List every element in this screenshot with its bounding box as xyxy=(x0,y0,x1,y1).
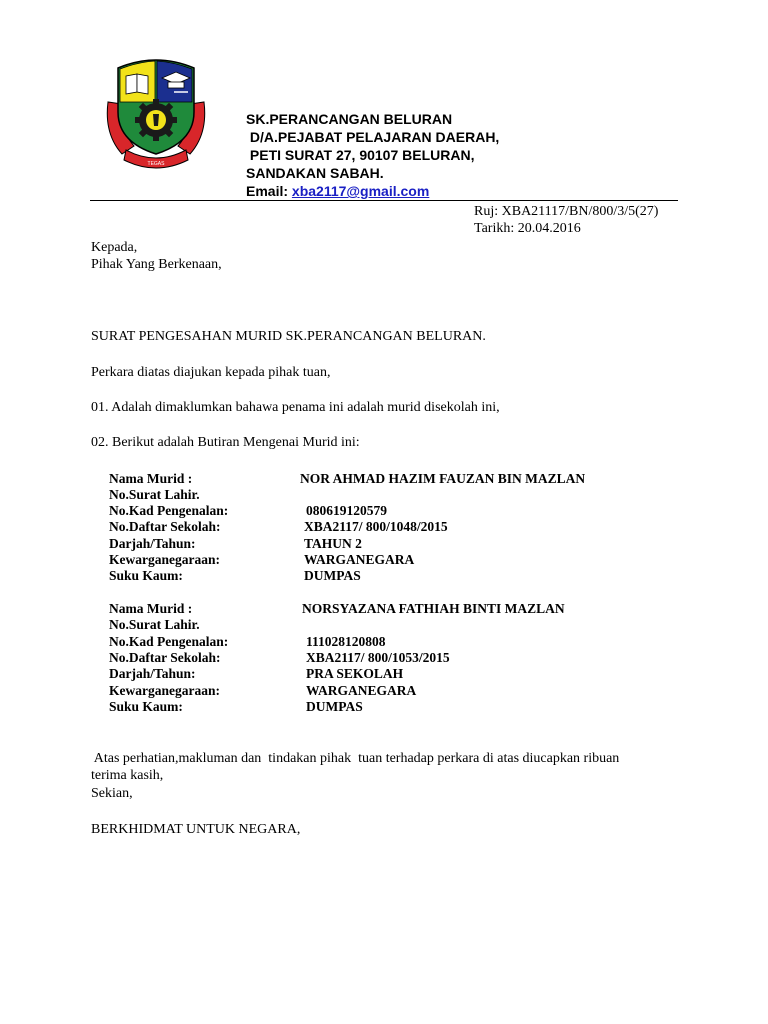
student-2-value-ic: 111028120808 xyxy=(306,634,386,649)
thanks-line-2: terima kasih, xyxy=(91,768,164,783)
student-1-value-ethnicity: DUMPAS xyxy=(304,568,361,583)
school-crest-logo xyxy=(104,54,208,172)
student-2-value-name: NORSYAZANA FATHIAH BINTI MAZLAN xyxy=(302,601,565,616)
school-name: SK.PERANCANGAN BELURAN xyxy=(246,111,453,127)
student-1-label-ethnicity: Suku Kaum: xyxy=(109,568,183,583)
salutation-to: Kepada, xyxy=(91,240,138,255)
student-2-value-ethnicity: DUMPAS xyxy=(306,699,363,714)
student-2-label-reg: No.Daftar Sekolah: xyxy=(109,650,221,665)
student-1-label-class: Darjah/Tahun: xyxy=(109,536,196,551)
student-2-label-ic: No.Kad Pengenalan: xyxy=(109,634,229,649)
student-1-value-ic: 080619120579 xyxy=(306,503,387,518)
header-divider xyxy=(90,200,678,201)
reference-number: Ruj: XBA21117/BN/800/3/5(27) xyxy=(474,204,659,219)
sign-off: Sekian, xyxy=(91,786,133,801)
intro-paragraph: Perkara diatas diajukan kepada pihak tuan, xyxy=(91,365,331,380)
student-2-label-citizenship: Kewarganegaraan: xyxy=(109,683,220,698)
email-link[interactable]: xba2117@gmail.com xyxy=(291,183,430,199)
student-2-label-class: Darjah/Tahun: xyxy=(109,666,196,681)
student-1-value-class: TAHUN 2 xyxy=(304,536,362,551)
student-2-label-birth-cert: No.Surat Lahir. xyxy=(109,617,200,632)
student-2-label-name: Nama Murid : xyxy=(109,601,193,616)
paragraph-02: 02. Berikut adalah Butiran Mengenai Murid ini: xyxy=(91,435,360,450)
email-line xyxy=(246,183,429,199)
student-1-label-name: Nama Murid : xyxy=(109,471,193,486)
email-label: Email: xyxy=(246,183,292,199)
motto: BERKHIDMAT UNTUK NEGARA, xyxy=(91,822,301,837)
salutation-recipient: Pihak Yang Berkenaan, xyxy=(91,257,222,272)
address-line-1: D/A.PEJABAT PELAJARAN DAERAH, xyxy=(246,129,500,145)
thanks-line-1: Atas perhatian,makluman dan tindakan pihak tuan terhadap perkara di atas diucapkan ribuan xyxy=(91,751,620,766)
address-line-2: PETI SURAT 27, 90107 BELURAN, xyxy=(246,147,475,163)
student-2-label-ethnicity: Suku Kaum: xyxy=(109,699,183,714)
student-1-value-name: NOR AHMAD HAZIM FAUZAN BIN MAZLAN xyxy=(300,471,586,486)
student-1-label-birth-cert: No.Surat Lahir. xyxy=(109,487,200,502)
address-line-3: SANDAKAN SABAH. xyxy=(246,165,384,181)
paragraph-01: 01. Adalah dimaklumkan bahawa penama ini adalah murid disekolah ini, xyxy=(91,400,500,415)
student-1-label-ic: No.Kad Pengenalan: xyxy=(109,503,229,518)
student-1-value-citizenship: WARGANEGARA xyxy=(304,552,415,567)
student-2-value-reg: XBA2117/ 800/1053/2015 xyxy=(306,650,450,665)
letter-subject: SURAT PENGESAHAN MURID SK.PERANCANGAN BELURAN. xyxy=(91,329,486,344)
student-2-value-citizenship: WARGANEGARA xyxy=(306,683,417,698)
student-1-value-reg: XBA2117/ 800/1048/2015 xyxy=(304,519,448,534)
student-1-label-reg: No.Daftar Sekolah: xyxy=(109,519,221,534)
letter-date: Tarikh: 20.04.2016 xyxy=(474,221,581,236)
student-1-label-citizenship: Kewarganegaraan: xyxy=(109,552,220,567)
crest-caption: TEGAS xyxy=(147,161,165,167)
student-2-value-class: PRA SEKOLAH xyxy=(306,666,404,681)
